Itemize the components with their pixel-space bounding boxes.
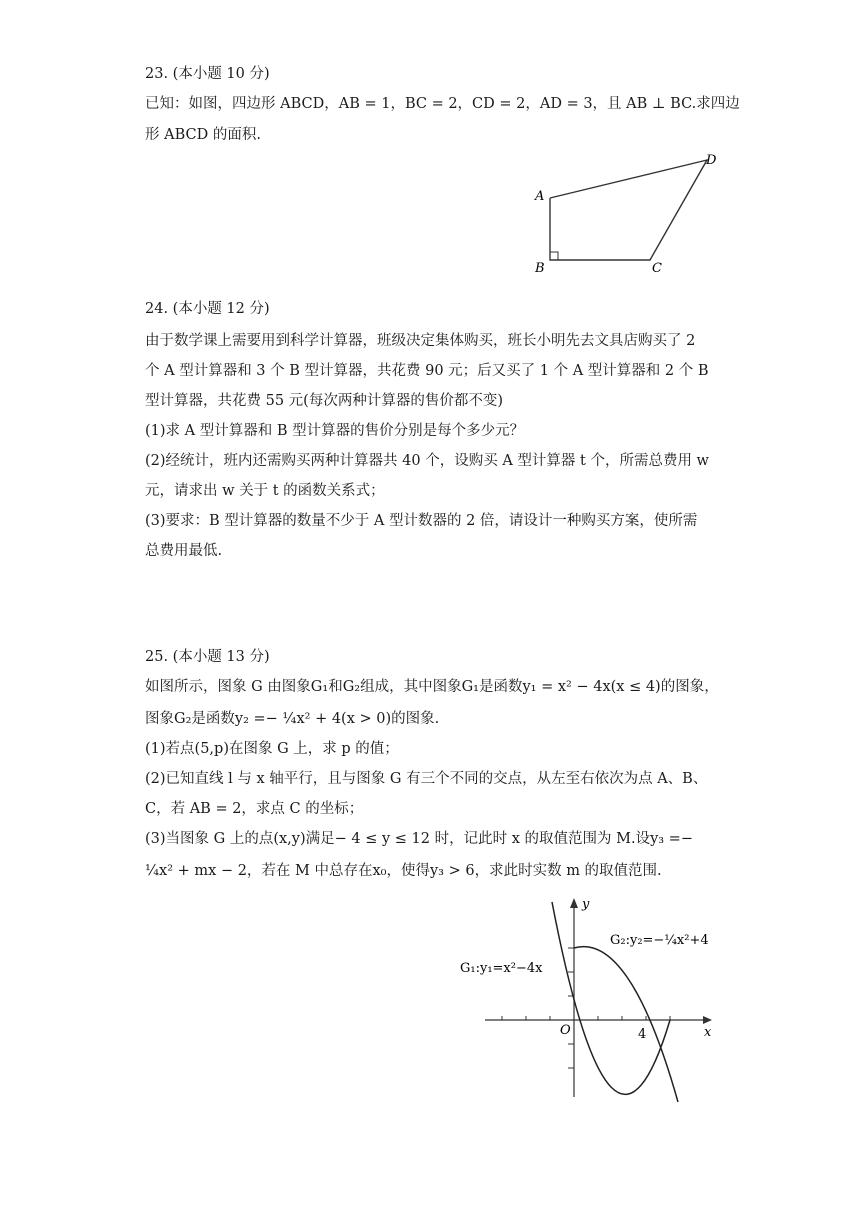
q25-line-1: 如图所示，图象 G 由图象G₁和G₂组成，其中图象G₁是函数y₁ = x² − 4x(x ≤ 4)的图象， (145, 679, 719, 695)
q24-line-6: 元，请求出 w 关于 t 的函数关系式； (145, 483, 385, 499)
q25-line-6: (3)当图象 G 上的点(x,y)满足− 4 ≤ y ≤ 12 时，记此时 x 的取值范围为 M.设y₃ =− (145, 831, 693, 847)
q24-line-2: 个 A 型计算器和 3 个 B 型计算器，共花费 90 元；后又买了 1 个 A 型计算器和 2 个 B (145, 363, 709, 379)
q24-line-8: 总费用最低. (145, 543, 223, 559)
q25-line-5: C，若 AB = 2，求点 C 的坐标； (145, 801, 364, 817)
q23-header: 23. (本小题 10 分) (145, 66, 270, 82)
q24-line-3: 型计算器，共花费 55 元(每次两种计算器的售价都不变) (145, 393, 503, 409)
label-a: A (535, 189, 545, 204)
q24-line-1: 由于数学课上需要用到科学计算器，班级决定集体购买，班长小明先去文具店购买了 2 (145, 333, 696, 349)
right-angle-mark (550, 252, 558, 260)
g2-label: G₂:y₂=−¼x²+4 (610, 933, 709, 948)
label-b: B (535, 261, 545, 276)
g1-curve (552, 902, 670, 1094)
y-axis-arrow (570, 898, 578, 908)
q23-line-1: 已知：如图，四边形 ABCD，AB = 1，BC = 2，CD = 2，AD = 3，且 AB ⊥ BC.求四边 (145, 96, 740, 112)
q24-line-7: (3)要求：B 型计算器的数量不少于 A 型计数器的 2 倍，请设计一种购买方案，使所需 (145, 513, 698, 529)
y-ticks (568, 948, 574, 1068)
function-graph (450, 892, 730, 1112)
label-c: C (652, 261, 662, 276)
quadrilateral-figure (520, 148, 730, 278)
q25-header: 25. (本小题 13 分) (145, 649, 270, 665)
x-axis-arrow (703, 1016, 712, 1024)
q24-line-5: (2)经统计，班内还需购买两种计算器共 40 个，设购买 A 型计算器 t 个，所需总费用 w (145, 453, 709, 469)
q25-line-4: (2)已知直线 l 与 x 轴平行，且与图象 G 有三个不同的交点，从左至右依次为点 A、B、 (145, 771, 708, 787)
x-axis-label: x (704, 1025, 712, 1040)
tick-label-4: 4 (638, 1027, 647, 1042)
label-d: D (706, 153, 717, 168)
q25-line-7: ¼x² + mx − 2，若在 M 中总存在x₀，使得y₃ > 6，求此时实数 m 的取值范围. (145, 863, 662, 879)
origin-label: O (560, 1023, 571, 1038)
q25-line-2: 图象G₂是函数y₂ =− ¼x² + 4(x > 0)的图象. (145, 711, 440, 727)
g1-label: G₁:y₁=x²−4x (460, 961, 543, 976)
q25-line-3: (1)若点(5,p)在图象 G 上，求 p 的值； (145, 741, 399, 757)
q24-line-4: (1)求 A 型计算器和 B 型计算器的售价分别是每个多少元？ (145, 423, 525, 439)
g2-curve (574, 947, 678, 1102)
q24-header: 24. (本小题 12 分) (145, 301, 270, 317)
q23-line-2: 形 ABCD 的面积. (145, 127, 261, 143)
y-axis-label: y (582, 897, 590, 912)
